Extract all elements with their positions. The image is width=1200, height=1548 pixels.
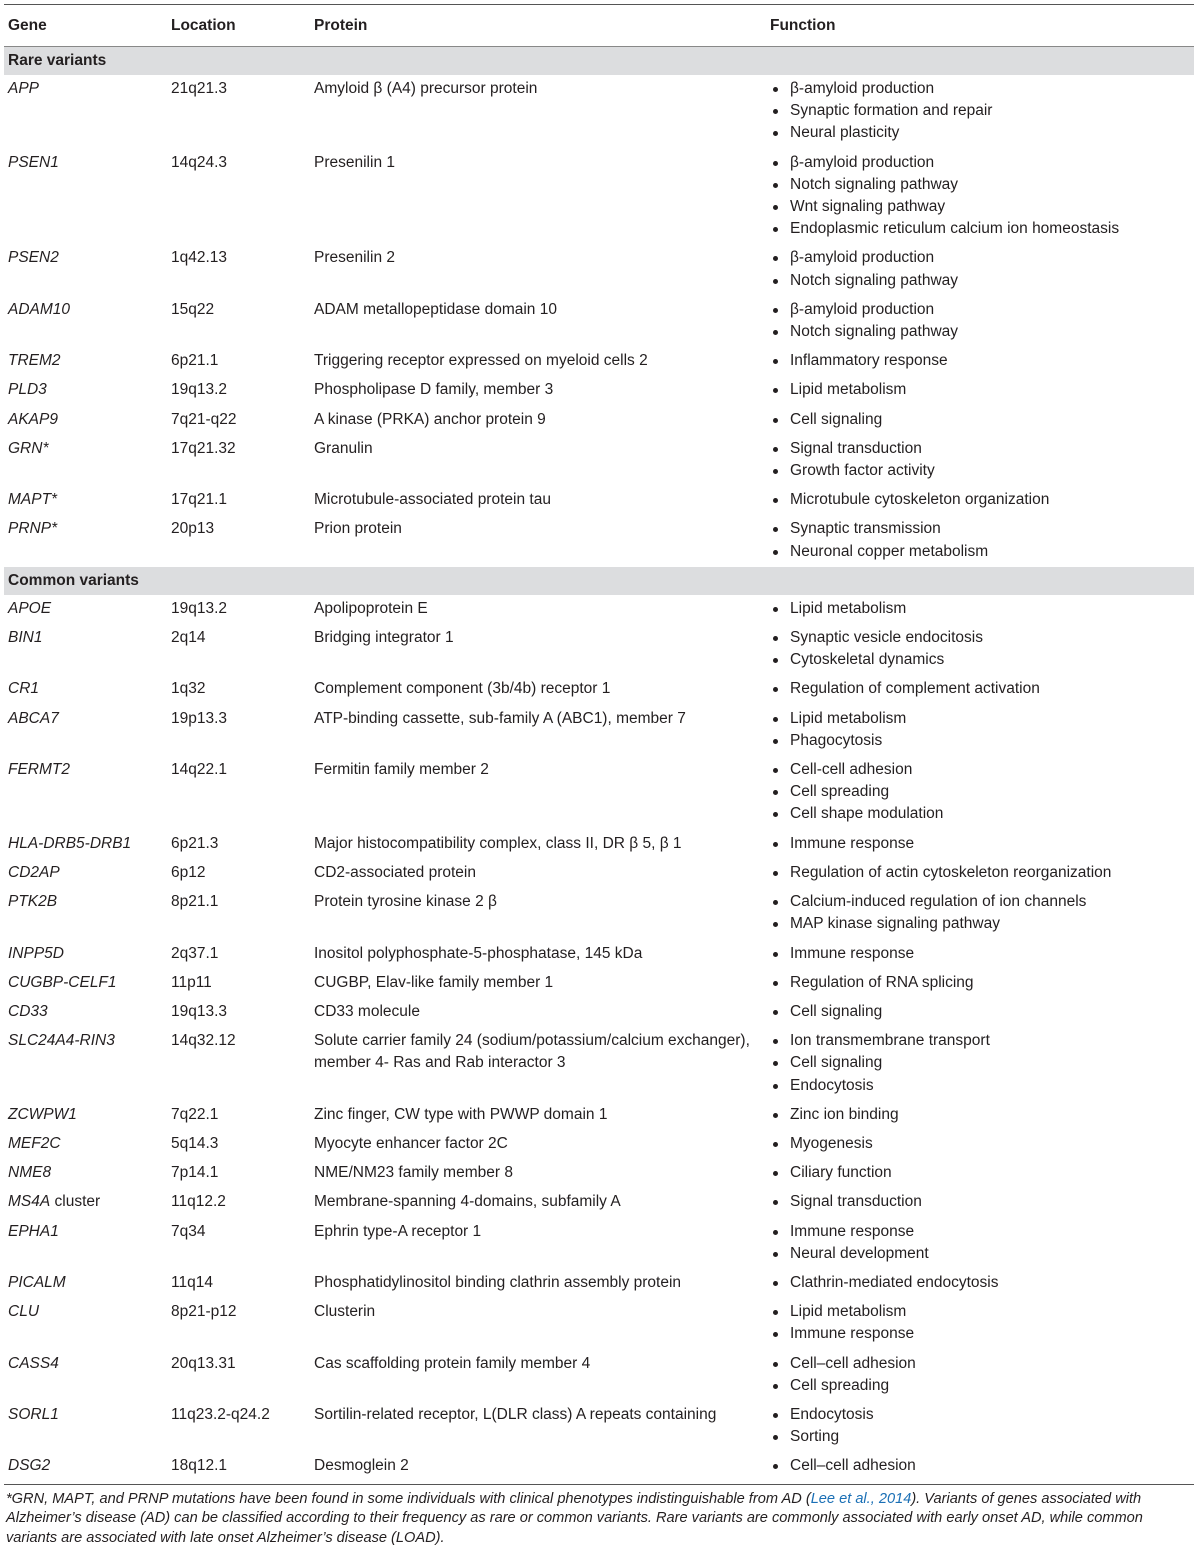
location-cell: 14q22.1 [171,761,228,779]
function-item: Lipid metabolism [770,1301,1194,1323]
gene-symbol: PSEN1 [8,153,59,171]
function-item: β-amyloid production [770,247,1194,269]
function-item: Lipid metabolism [770,708,1194,730]
location-cell: 2q14 [171,629,206,647]
table-header [4,5,1194,46]
table-row [4,435,1194,486]
gene-symbol: BIN1 [8,629,43,647]
function-cell [770,406,1194,435]
function-cell [770,940,1194,969]
protein-cell: Apolipoprotein E [314,599,428,617]
function-item: Inflammatory response [770,350,1194,372]
function-list [770,1269,1194,1298]
function-cell [770,435,1194,486]
gene-symbol: CR1 [8,680,40,698]
function-item: Endoplasmic reticulum calcium ion homeostasis [770,218,1194,240]
table-row [4,486,1194,515]
protein-cell: Prion protein [314,520,402,538]
function-cell [770,1218,1194,1269]
header-protein: Protein [314,16,368,34]
function-item: Microtubule cytoskeleton organization [770,489,1194,511]
protein-cell: Triggering receptor expressed on myeloid cells 2 [314,352,648,370]
function-item: Immune response [770,1323,1194,1345]
function-cell [770,1159,1194,1188]
protein-cell: ADAM metallopeptidase domain 10 [314,300,557,318]
table-row [4,624,1194,675]
protein-cell: Bridging integrator 1 [314,629,454,647]
function-item: Lipid metabolism [770,598,1194,620]
table-row [4,1130,1194,1159]
function-list [770,1298,1194,1349]
function-item: Immune response [770,1221,1194,1243]
function-cell [770,969,1194,998]
function-list [770,1350,1194,1401]
table-row [4,1350,1194,1401]
protein-cell: Presenilin 2 [314,249,395,267]
gene-cell [4,940,171,965]
gene-symbol: AKAP9 [8,410,58,428]
gene-symbol: NME8 [8,1164,52,1182]
location-cell: 7q34 [171,1222,206,1240]
function-list [770,595,1194,624]
function-cell [770,1188,1194,1217]
table-row [4,1218,1194,1269]
location-cell: 6p21.1 [171,352,219,370]
function-cell [770,1269,1194,1298]
function-item: Calcium-induced regulation of ion channels [770,891,1194,913]
gene-cell [4,675,171,700]
table-row [4,406,1194,435]
section-header: Common variants [4,567,1194,595]
protein-cell: Ephrin type-A receptor 1 [314,1222,482,1240]
protein-cell: Protein tyrosine kinase 2 β [314,893,497,911]
function-list [770,969,1194,998]
protein-cell: Sortilin-related receptor, L(DLR class) A repeats containing [314,1405,717,1423]
location-cell: 19q13.2 [171,381,228,399]
table-row [4,1269,1194,1298]
function-cell [770,756,1194,830]
table-row [4,296,1194,347]
function-item: Myogenesis [770,1133,1194,1155]
gene-cell [4,75,171,100]
function-item: Sorting [770,1426,1194,1448]
function-list [770,1218,1194,1269]
gene-cell [4,1452,171,1477]
table-footnote [4,1485,1194,1548]
gene-symbol: CD2AP [8,863,60,881]
function-item: Wnt signaling pathway [770,196,1194,218]
function-list [770,1027,1194,1101]
gene-symbol: GRN* [8,439,49,457]
function-cell [770,1027,1194,1101]
gene-symbol: PICALM [8,1273,66,1291]
location-cell: 20p13 [171,520,215,538]
function-item: Cell–cell adhesion [770,1455,1194,1477]
function-cell [770,888,1194,939]
gene-symbol: PSEN2 [8,249,59,267]
function-item: Cell–cell adhesion [770,1353,1194,1375]
table-row [4,969,1194,998]
function-list [770,675,1194,704]
location-cell: 15q22 [171,300,215,318]
gene-cell [4,486,171,511]
function-cell [770,1298,1194,1349]
location-cell: 11q12.2 [171,1193,226,1211]
gene-cell [4,296,171,321]
gene-cell [4,376,171,401]
function-list [770,244,1194,295]
table-row [4,888,1194,939]
function-item: Phagocytosis [770,730,1194,752]
function-cell [770,675,1194,704]
location-cell: 14q32.12 [171,1032,236,1050]
table-row [4,998,1194,1027]
location-cell: 1q42.13 [171,249,228,267]
table-body [4,47,1194,1482]
location-cell: 8p21-p12 [171,1303,237,1321]
function-item: Neural development [770,1243,1194,1265]
gene-cell [4,1298,171,1323]
function-item: Cell spreading [770,1375,1194,1397]
table-row [4,1452,1194,1481]
function-list [770,347,1194,376]
gene-symbol: CD33 [8,1002,48,1020]
table-row [4,347,1194,376]
gene-cell [4,756,171,781]
function-item: Cell-cell adhesion [770,759,1194,781]
protein-cell: Major histocompatibility complex, class II, DR β 5, β 1 [314,834,682,852]
protein-cell: Desmoglein 2 [314,1457,409,1475]
table-row [4,1027,1194,1101]
protein-cell: Microtubule-associated protein tau [314,491,551,509]
function-cell [770,149,1194,245]
function-cell [770,1401,1194,1452]
function-list [770,376,1194,405]
function-item: Clathrin-mediated endocytosis [770,1272,1194,1294]
function-item: Endocytosis [770,1404,1194,1426]
gene-cell [4,1159,171,1184]
function-item: Notch signaling pathway [770,321,1194,343]
function-cell [770,376,1194,405]
function-item: Ion transmembrane transport [770,1030,1194,1052]
function-item: Immune response [770,943,1194,965]
function-cell [770,595,1194,624]
protein-cell: Amyloid β (A4) precursor protein [314,80,538,97]
footnote-citation-link[interactable]: Lee et al., 2014 [810,1490,912,1507]
table-row [4,75,1194,149]
function-item: Neuronal copper metabolism [770,541,1194,563]
protein-cell: NME/NM23 family member 8 [314,1164,513,1182]
table-row [4,149,1194,245]
protein-cell: Phospholipase D family, member 3 [314,381,554,399]
location-cell: 17q21.32 [171,439,236,457]
protein-cell: Presenilin 1 [314,153,395,171]
function-cell [770,244,1194,295]
function-item: Growth factor activity [770,460,1194,482]
gene-symbol: ABCA7 [8,709,59,727]
gene-symbol: FERMT2 [8,761,70,779]
function-list [770,1452,1194,1481]
table-row [4,1101,1194,1130]
function-list [770,859,1194,888]
gene-cell [4,705,171,730]
table-row [4,830,1194,859]
protein-cell: Zinc finger, CW type with PWWP domain 1 [314,1105,608,1123]
gene-symbol: PLD3 [8,381,47,399]
function-item: Lipid metabolism [770,379,1194,401]
footnote-text-2: ). Variants of genes associated with Alzheimer’s disease (AD) can be classified according to their frequency as rare or common variants. Rare variants are commonly associated with early onset AD, while common variants are associated with late onset Alzheimer’s disease (LOAD). [6,1490,1143,1546]
gene-cell [4,435,171,460]
function-cell [770,296,1194,347]
function-list [770,705,1194,756]
function-item: Synaptic transmission [770,518,1194,540]
location-cell: 17q21.1 [171,491,228,509]
footnote-text-1: *GRN, MAPT, and PRNP mutations have been found in some individuals with clinical phenotypes indistinguishable from AD ( [6,1490,811,1507]
function-item: Endocytosis [770,1075,1194,1097]
gene-cell [4,515,171,540]
function-list [770,1101,1194,1130]
gene-table [4,4,1194,1548]
function-item: Cytoskeletal dynamics [770,649,1194,671]
function-list [770,998,1194,1027]
function-item: Cell signaling [770,409,1194,431]
function-item: Synaptic vesicle endocitosis [770,627,1194,649]
function-list [770,1159,1194,1188]
function-cell [770,347,1194,376]
function-cell [770,705,1194,756]
location-cell: 6p12 [171,863,206,881]
function-list [770,435,1194,486]
function-item: Synaptic formation and repair [770,100,1194,122]
gene-cell [4,859,171,884]
protein-cell: CD33 molecule [314,1002,420,1020]
gene-symbol: MEF2C [8,1134,61,1152]
gene-cell [4,969,171,994]
function-cell [770,859,1194,888]
location-cell: 11q14 [171,1273,213,1291]
function-item: β-amyloid production [770,78,1194,100]
table-row [4,1159,1194,1188]
function-item: Ciliary function [770,1162,1194,1184]
table-row [4,756,1194,830]
function-list [770,1188,1194,1217]
function-item: Signal transduction [770,438,1194,460]
protein-cell: Fermitin family member 2 [314,761,489,779]
location-cell: 11p11 [171,973,212,991]
table-row [4,244,1194,295]
location-cell: 18q12.1 [171,1457,228,1475]
location-cell: 19p13.3 [171,709,228,727]
gene-symbol: APOE [8,599,52,617]
gene-cell [4,244,171,269]
function-list [770,756,1194,830]
table-row [4,859,1194,888]
function-item: Neural plasticity [770,122,1194,144]
gene-symbol: SLC24A4-RIN3 [8,1032,115,1050]
gene-cell [4,347,171,372]
gene-cell [4,1188,171,1213]
function-cell [770,1101,1194,1130]
location-cell: 21q21.3 [171,80,228,97]
gene-cell [4,1027,171,1052]
protein-cell: Solute carrier family 24 (sodium/potassium/calcium exchanger), member 4- Ras and Rab interactor 3 [314,1032,750,1072]
location-cell: 8p21.1 [171,893,219,911]
protein-cell: Myocyte enhancer factor 2C [314,1134,508,1152]
function-cell [770,75,1194,149]
location-cell: 7q22.1 [171,1105,219,1123]
function-item: Cell signaling [770,1001,1194,1023]
function-item: Zinc ion binding [770,1104,1194,1126]
function-item: Regulation of actin cytoskeleton reorganization [770,862,1194,884]
table-row [4,1298,1194,1349]
gene-symbol: DSG2 [8,1457,51,1475]
function-list [770,1130,1194,1159]
function-item: β-amyloid production [770,299,1194,321]
protein-cell: Complement component (3b/4b) receptor 1 [314,680,611,698]
function-list [770,75,1194,149]
protein-cell: CUGBP, Elav-like family member 1 [314,973,554,991]
gene-symbol: ZCWPW1 [8,1105,77,1123]
protein-cell: CD2-associated protein [314,863,476,881]
function-item: β-amyloid production [770,152,1194,174]
function-item: Signal transduction [770,1191,1194,1213]
table-row [4,1188,1194,1217]
protein-cell: Phosphatidylinositol binding clathrin assembly protein [314,1273,682,1291]
gene-cell [4,1130,171,1155]
header-gene: Gene [8,16,47,34]
section-header: Rare variants [4,47,1194,75]
location-cell: 19q13.2 [171,599,228,617]
table-row [4,705,1194,756]
function-list [770,830,1194,859]
gene-symbol: MAPT* [8,491,58,509]
location-cell: 7q21-q22 [171,410,237,428]
gene-cell [4,830,171,855]
location-cell: 14q24.3 [171,153,228,171]
function-item: Regulation of complement activation [770,678,1194,700]
table-row [4,1401,1194,1452]
gene-symbol: PRNP* [8,520,58,538]
gene-symbol: MS4A [8,1193,51,1211]
gene-symbol: CUGBP-CELF1 [8,973,117,991]
location-cell: 1q32 [171,680,206,698]
function-list [770,624,1194,675]
function-item: Notch signaling pathway [770,270,1194,292]
table-row [4,515,1194,566]
protein-cell: Cas scaffolding protein family member 4 [314,1354,591,1372]
function-cell [770,515,1194,566]
gene-symbol: EPHA1 [8,1222,59,1240]
location-cell: 2q37.1 [171,944,219,962]
function-list [770,296,1194,347]
protein-cell: Granulin [314,439,373,457]
gene-cell [4,406,171,431]
gene-symbol: SORL1 [8,1405,59,1423]
table-row [4,595,1194,624]
gene-cell [4,1101,171,1126]
function-list [770,1401,1194,1452]
gene-suffix: cluster [50,1193,101,1211]
gene-cell [4,624,171,649]
function-cell [770,1452,1194,1481]
gene-cell [4,1218,171,1243]
gene-cell [4,998,171,1023]
protein-cell: ATP-binding cassette, sub-family A (ABC1), member 7 [314,709,686,727]
location-cell: 11q23.2-q24.2 [171,1405,270,1423]
gene-cell [4,149,171,174]
protein-cell: A kinase (PRKA) anchor protein 9 [314,410,546,428]
function-item: MAP kinase signaling pathway [770,913,1194,935]
gene-symbol: CASS4 [8,1354,59,1372]
location-cell: 20q13.31 [171,1354,236,1372]
protein-cell: Inositol polyphosphate-5-phosphatase, 145 kDa [314,944,643,962]
protein-cell: Clusterin [314,1303,376,1321]
table-row [4,940,1194,969]
function-item: Cell signaling [770,1052,1194,1074]
function-cell [770,830,1194,859]
header-location: Location [171,16,236,34]
table-row [4,675,1194,704]
gene-symbol: INPP5D [8,944,64,962]
function-item: Regulation of RNA splicing [770,972,1194,994]
header-function: Function [770,16,836,34]
gene-cell [4,1401,171,1426]
location-cell: 6p21.3 [171,834,219,852]
location-cell: 19q13.3 [171,1002,228,1020]
gene-symbol: APP [8,80,40,97]
gene-symbol: PTK2B [8,893,58,911]
function-list [770,940,1194,969]
function-cell [770,486,1194,515]
function-list [770,406,1194,435]
function-cell [770,1350,1194,1401]
gene-symbol: HLA-DRB5-DRB1 [8,834,132,852]
gene-symbol: TREM2 [8,352,61,370]
gene-cell [4,888,171,913]
location-cell: 5q14.3 [171,1134,219,1152]
function-list [770,486,1194,515]
function-cell [770,1130,1194,1159]
protein-cell: Membrane-spanning 4-domains, subfamily A [314,1193,621,1211]
gene-cell [4,1350,171,1375]
function-item: Notch signaling pathway [770,174,1194,196]
gene-cell [4,1269,171,1294]
function-item: Cell shape modulation [770,803,1194,825]
function-cell [770,624,1194,675]
function-list [770,149,1194,245]
function-cell [770,998,1194,1027]
gene-symbol: ADAM10 [8,300,71,318]
gene-symbol: CLU [8,1303,40,1321]
function-item: Cell spreading [770,781,1194,803]
function-list [770,515,1194,566]
function-item: Immune response [770,833,1194,855]
location-cell: 7p14.1 [171,1164,219,1182]
gene-cell [4,595,171,620]
table-row [4,376,1194,405]
function-list [770,888,1194,939]
